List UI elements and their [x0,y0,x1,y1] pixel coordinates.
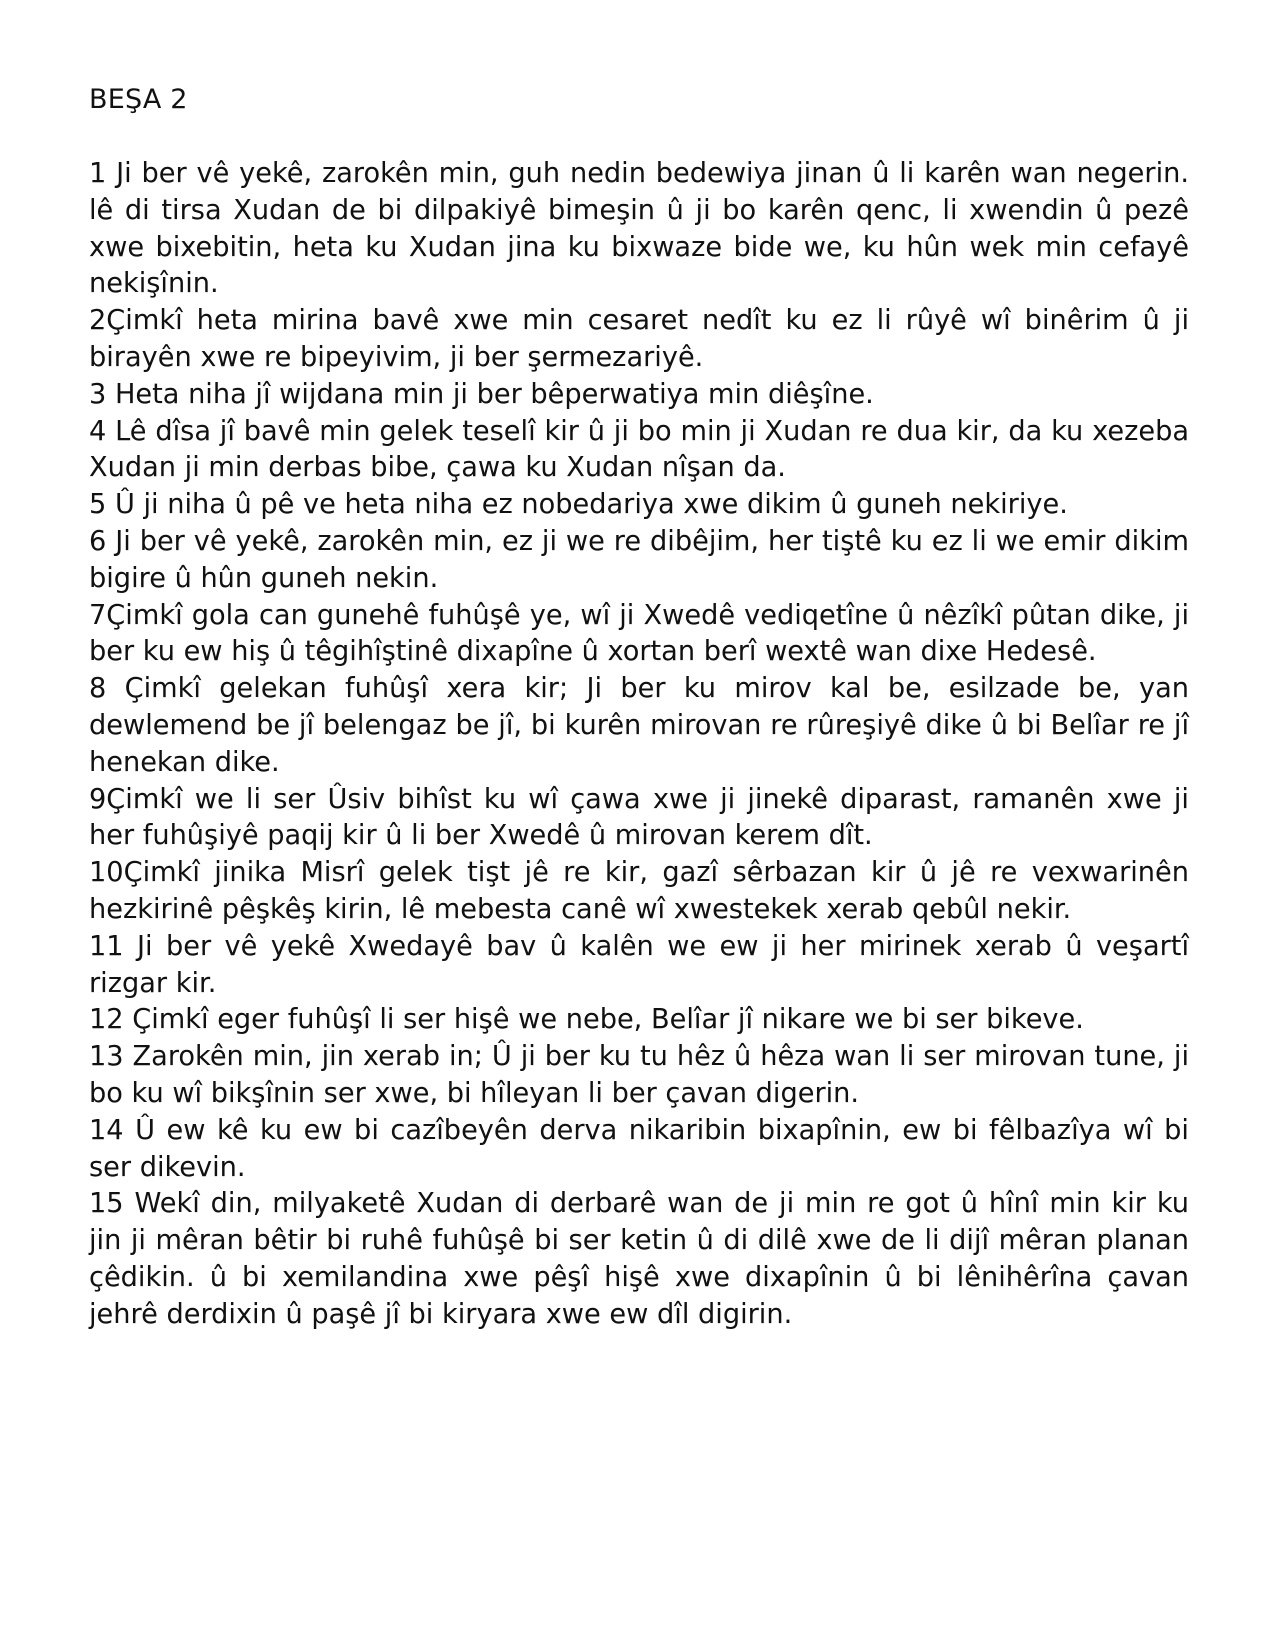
verse-8: 8 Çimkî gelekan fuhûşî xera kir; Ji ber ku mirov kal be, esilzade be, yan dewlemend be jî belengaz be jî, bi kurên mirovan re rûreşiyê dike û bi Belîar re jî henekan dike. [89,673,1189,778]
verse-4: 4 Lê dîsa jî bavê min gelek teselî kir û ji bo min ji Xudan re dua kir, da ku xezeba Xudan ji min derbas bibe, çawa ku Xudan nîşan da. [89,415,1189,484]
verse-3: 3 Heta niha jî wijdana min ji ber bêperwatiya min diêşîne. [89,378,874,410]
document-body [89,156,1189,1334]
verse-5: 5 Û ji niha û pê ve heta niha ez nobedariya xwe dikim û guneh nekiriye. [89,489,1068,521]
verse-9: 9Çimkî we li ser Ûsiv bihîst ku wî çawa xwe ji jinekê diparast, ramanên xwe ji her fuhûşiyê paqij kir û li ber Xwedê û mirovan kerem dît. [89,783,1189,852]
verse-11: 11 Ji ber vê yekê Xwedayê bav û kalên we ew ji her mirinek xerab û veşartî rizgar kir. [89,930,1189,999]
verse-2: 2Çimkî heta mirina bavê xwe min cesaret nedît ku ez li rûyê wî binêrim û ji birayên xwe re bipeyivim, ji ber şermezariyê. [89,305,1189,373]
verse-12: 12 Çimkî eger fuhûşî li ser hişê we nebe, Belîar jî nikare we bi ser bikeve. [89,1004,1084,1036]
verse-13: 13 Zarokên min, jin xerab in; Û ji ber ku tu hêz û hêza wan li ser mirovan tune, ji bo ku wî bikşînin ser xwe, bi hîleyan li ber çavan digerin. [89,1041,1189,1109]
page-title: BEŞA 2 [89,84,188,115]
verse-6: 6 Ji ber vê yekê, zarokên min, ez ji we re dibêjim, her tiştê ku ez li we emir dikim bigire û hûn guneh nekin. [89,525,1189,594]
verse-10: 10Çimkî jinika Misrî gelek tişt jê re kir, gazî sêrbazan kir û jê re vexwarinên hezkirinê pêşkêş kirin, lê mebesta canê wî xwestekek xerab qebûl nekir. [89,857,1189,925]
verse-1: 1 Ji ber vê yekê, zarokên min, guh nedin bedewiya jinan û li karên wan negerin. lê di tirsa Xudan de bi dilpakiyê bimeşin û ji bo karên qenc, li xwendin û pezê xwe bixebitin, heta ku Xudan jina ku bixwaze bide we, ku hûn wek min cefayê nekişînin. [89,158,1189,300]
verse-14: 14 Û ew kê ku ew bi cazîbeyên derva nikaribin bixapînin, ew bi fêlbazîya wî bi ser dikevin. [89,1114,1189,1183]
verse-7: 7Çimkî gola can gunehê fuhûşê ye, wî ji Xwedê vediqetîne û nêzîkî pûtan dike, ji ber ku ew hiş û têgihîştinê dixapîne û xortan berî wextê wan dixe Hedesê. [89,599,1189,668]
verse-15: 15 Wekî din, milyaketê Xudan di derbarê wan de ji min re got û hînî min kir ku jin ji mêran bêtir bi ruhê fuhûşê bi ser ketin û di dilê xwe de li dijî mêran planan çêdikin. û bi xemilandina xwe pêşî hişê xwe dixapînin û bi lênihêrîna çavan jehrê derdixin û paşê jî bi kiryara xwe ew dîl digirin. [89,1188,1189,1330]
